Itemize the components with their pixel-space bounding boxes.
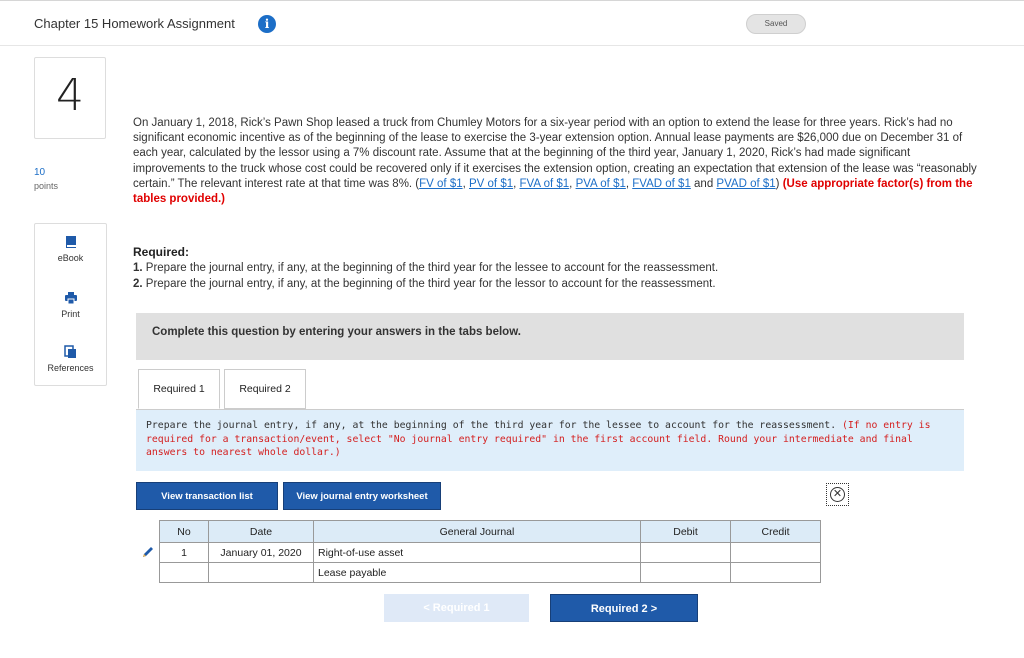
question-text <box>133 116 978 207</box>
account-cell[interactable]: Lease payable <box>314 563 641 583</box>
required-item-2 <box>133 278 716 290</box>
entry-date[interactable] <box>209 563 314 583</box>
question-body: On January 1, 2018, Rick’s Pawn Shop leased a truck from Chumley Motors for a six-year period with an option to extend the lease for three years. Rick’s had no significant economic incentive as of the beginning of the lease to exercise the 3-year extension option. Annual lease payments are $26,000 due on December 31 of each year, calculated by the lessor using a 7% discount rate. Assume that at the beginning of the third year, January 1, 2020, Rick’s had made significant improvements to the truck whose cost could be recovered only if it exercises the extension option, creating an expectation that extension of the lease was “reasonably certain.” The relevant interest rate at that time was 8%. ( <box>133 117 977 190</box>
instruction-main: Prepare the journal entry, if any, at the beginning of the third year for the lessee to account for the reassessment. <box>146 420 842 431</box>
info-icon[interactable]: i <box>258 15 276 33</box>
assignment-title: Chapter 15 Homework Assignment <box>34 16 235 31</box>
table-row <box>160 563 821 583</box>
entry-date[interactable]: January 01, 2020 <box>209 543 314 563</box>
references-button[interactable] <box>35 345 106 373</box>
debit-cell[interactable] <box>641 563 731 583</box>
credit-cell[interactable] <box>731 563 821 583</box>
required-item-text: Prepare the journal entry, if any, at the beginning of the third year for the lessor to account for the reassessment. <box>142 278 716 290</box>
tools-panel <box>34 223 107 386</box>
edit-pencil-icon[interactable] <box>140 544 156 560</box>
next-required-button[interactable]: Required 2 > <box>550 594 698 622</box>
view-transaction-list-button[interactable]: View transaction list <box>136 482 278 510</box>
required-item-number: 2. <box>133 278 143 290</box>
entry-number <box>160 563 209 583</box>
tab-required-2[interactable]: Required 2 <box>224 369 306 409</box>
credit-cell[interactable] <box>731 543 821 563</box>
factor-instruction: (Use appropriate factor(s) from the tables provided.) <box>133 177 973 206</box>
link-separator: , <box>569 177 576 190</box>
link-pvad-of-1[interactable]: PVAD of $1 <box>716 177 776 190</box>
references-label: References <box>47 363 94 373</box>
points-label: points <box>34 181 59 191</box>
link-fv-of-1[interactable]: FV of $1 <box>419 177 463 190</box>
link-pv-of-1[interactable]: PV of $1 <box>469 177 514 190</box>
required-heading: Required: <box>133 245 190 259</box>
link-separator: , <box>513 177 520 190</box>
col-header-no: No <box>160 521 209 543</box>
required-item-1 <box>133 262 718 274</box>
documents-icon <box>64 345 78 359</box>
link-conjunction: and <box>690 177 717 190</box>
journal-table <box>159 520 821 583</box>
col-header-general-journal: General Journal <box>314 521 641 543</box>
book-icon <box>64 235 78 249</box>
col-header-date: Date <box>209 521 314 543</box>
close-circle-icon: ✕ <box>830 487 845 502</box>
top-bar <box>0 0 1024 46</box>
previous-required-button[interactable]: < Required 1 <box>384 594 529 622</box>
link-fva-of-1[interactable]: FVA of $1 <box>519 177 570 190</box>
col-header-debit: Debit <box>641 521 731 543</box>
col-header-credit: Credit <box>731 521 821 543</box>
saved-status-badge: Saved <box>746 14 806 34</box>
points-value: 10 <box>34 167 46 178</box>
link-pva-of-1[interactable]: PVA of $1 <box>575 177 626 190</box>
clear-entries-button[interactable] <box>826 483 849 506</box>
complete-question-banner <box>136 313 964 360</box>
ebook-button[interactable] <box>35 235 106 263</box>
link-fvad-of-1[interactable]: FVAD of $1 <box>632 177 691 190</box>
required-item-text: Prepare the journal entry, if any, at the beginning of the third year for the lessee to account for the reassessment. <box>142 262 719 274</box>
ebook-label: eBook <box>57 253 84 263</box>
tab-required-1[interactable]: Required 1 <box>138 369 220 409</box>
required-item-number: 1. <box>133 262 143 274</box>
entry-number: 1 <box>160 543 209 563</box>
link-close-paren: ) <box>775 177 783 190</box>
view-journal-entry-worksheet-button[interactable]: View journal entry worksheet <box>283 482 441 510</box>
complete-question-text: Complete this question by entering your answers in the tabs below. <box>152 326 521 338</box>
instruction-note: (If no entry is required for a transaction/event, select "No journal entry required" in the first account field. Round your intermediate and final answers to nearest whole dollar.) <box>146 420 931 458</box>
debit-cell[interactable] <box>641 543 731 563</box>
print-label: Print <box>61 309 80 319</box>
account-cell[interactable]: Right-of-use asset <box>314 543 641 563</box>
printer-icon <box>64 291 78 305</box>
link-separator: , <box>625 177 633 190</box>
table-row <box>160 543 821 563</box>
print-button[interactable] <box>35 291 106 319</box>
question-number-box <box>34 57 106 139</box>
link-separator: , <box>462 177 469 190</box>
question-number: 4 <box>56 70 84 121</box>
journal-header-row <box>160 521 821 543</box>
answer-instruction <box>136 410 964 471</box>
